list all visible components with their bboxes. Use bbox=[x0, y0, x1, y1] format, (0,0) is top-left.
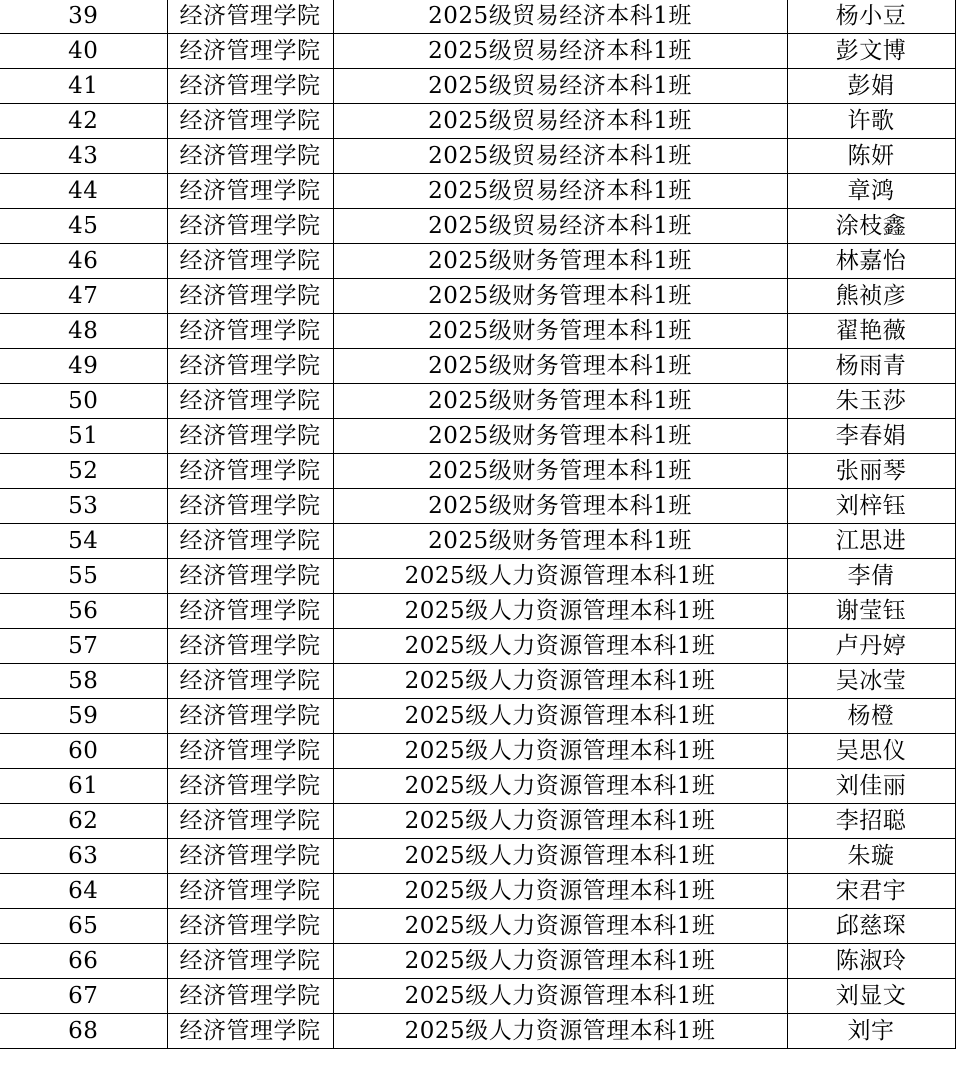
student-name-cell: 许歌 bbox=[787, 104, 955, 139]
college-cell: 经济管理学院 bbox=[167, 664, 333, 699]
college-cell: 经济管理学院 bbox=[167, 139, 333, 174]
college-cell: 经济管理学院 bbox=[167, 1014, 333, 1049]
class-cell: 2025级人力资源管理本科1班 bbox=[333, 979, 787, 1014]
table-row bbox=[0, 804, 955, 839]
college-cell: 经济管理学院 bbox=[167, 384, 333, 419]
college-cell: 经济管理学院 bbox=[167, 0, 333, 34]
row-number-cell: 63 bbox=[0, 839, 167, 874]
college-cell: 经济管理学院 bbox=[167, 454, 333, 489]
student-name-cell: 吴冰莹 bbox=[787, 664, 955, 699]
student-name-cell: 杨小豆 bbox=[787, 0, 955, 34]
class-cell: 2025级财务管理本科1班 bbox=[333, 454, 787, 489]
student-name-cell: 熊祯彦 bbox=[787, 279, 955, 314]
class-cell: 2025级财务管理本科1班 bbox=[333, 489, 787, 524]
table-row bbox=[0, 769, 955, 804]
student-name-cell: 杨雨青 bbox=[787, 349, 955, 384]
college-cell: 经济管理学院 bbox=[167, 944, 333, 979]
row-number-cell: 48 bbox=[0, 314, 167, 349]
table-row bbox=[0, 0, 955, 34]
table-row bbox=[0, 489, 955, 524]
college-cell: 经济管理学院 bbox=[167, 734, 333, 769]
class-cell: 2025级贸易经济本科1班 bbox=[333, 104, 787, 139]
college-cell: 经济管理学院 bbox=[167, 769, 333, 804]
row-number-cell: 58 bbox=[0, 664, 167, 699]
student-name-cell: 李倩 bbox=[787, 559, 955, 594]
row-number-cell: 42 bbox=[0, 104, 167, 139]
table-row bbox=[0, 944, 955, 979]
college-cell: 经济管理学院 bbox=[167, 909, 333, 944]
row-number-cell: 52 bbox=[0, 454, 167, 489]
table-row bbox=[0, 384, 955, 419]
student-name-cell: 杨橙 bbox=[787, 699, 955, 734]
table-row bbox=[0, 979, 955, 1014]
row-number-cell: 56 bbox=[0, 594, 167, 629]
student-name-cell: 陈妍 bbox=[787, 139, 955, 174]
college-cell: 经济管理学院 bbox=[167, 594, 333, 629]
row-number-cell: 49 bbox=[0, 349, 167, 384]
college-cell: 经济管理学院 bbox=[167, 804, 333, 839]
row-number-cell: 45 bbox=[0, 209, 167, 244]
table-row bbox=[0, 34, 955, 69]
row-number-cell: 40 bbox=[0, 34, 167, 69]
student-name-cell: 刘梓钰 bbox=[787, 489, 955, 524]
row-number-cell: 39 bbox=[0, 0, 167, 34]
table-row bbox=[0, 209, 955, 244]
student-name-cell: 彭娟 bbox=[787, 69, 955, 104]
row-number-cell: 50 bbox=[0, 384, 167, 419]
row-number-cell: 60 bbox=[0, 734, 167, 769]
table-row bbox=[0, 664, 955, 699]
row-number-cell: 62 bbox=[0, 804, 167, 839]
table-row bbox=[0, 1014, 955, 1049]
row-number-cell: 61 bbox=[0, 769, 167, 804]
class-cell: 2025级贸易经济本科1班 bbox=[333, 174, 787, 209]
row-number-cell: 51 bbox=[0, 419, 167, 454]
table-row bbox=[0, 244, 955, 279]
student-name-cell: 宋君宇 bbox=[787, 874, 955, 909]
class-cell: 2025级人力资源管理本科1班 bbox=[333, 769, 787, 804]
student-name-cell: 翟艳薇 bbox=[787, 314, 955, 349]
student-name-cell: 江思进 bbox=[787, 524, 955, 559]
class-cell: 2025级贸易经济本科1班 bbox=[333, 0, 787, 34]
college-cell: 经济管理学院 bbox=[167, 174, 333, 209]
row-number-cell: 68 bbox=[0, 1014, 167, 1049]
table-row bbox=[0, 629, 955, 664]
college-cell: 经济管理学院 bbox=[167, 279, 333, 314]
row-number-cell: 66 bbox=[0, 944, 167, 979]
college-cell: 经济管理学院 bbox=[167, 839, 333, 874]
student-name-cell: 刘佳丽 bbox=[787, 769, 955, 804]
class-cell: 2025级贸易经济本科1班 bbox=[333, 34, 787, 69]
college-cell: 经济管理学院 bbox=[167, 699, 333, 734]
class-cell: 2025级财务管理本科1班 bbox=[333, 279, 787, 314]
class-cell: 2025级人力资源管理本科1班 bbox=[333, 594, 787, 629]
table-row bbox=[0, 594, 955, 629]
student-name-cell: 李春娟 bbox=[787, 419, 955, 454]
student-name-cell: 张丽琴 bbox=[787, 454, 955, 489]
row-number-cell: 64 bbox=[0, 874, 167, 909]
row-number-cell: 44 bbox=[0, 174, 167, 209]
table-row bbox=[0, 874, 955, 909]
class-cell: 2025级人力资源管理本科1班 bbox=[333, 664, 787, 699]
class-cell: 2025级财务管理本科1班 bbox=[333, 244, 787, 279]
class-cell: 2025级人力资源管理本科1班 bbox=[333, 909, 787, 944]
class-cell: 2025级人力资源管理本科1班 bbox=[333, 874, 787, 909]
table-row bbox=[0, 454, 955, 489]
student-name-cell: 刘显文 bbox=[787, 979, 955, 1014]
class-cell: 2025级人力资源管理本科1班 bbox=[333, 629, 787, 664]
student-name-cell: 谢莹钰 bbox=[787, 594, 955, 629]
college-cell: 经济管理学院 bbox=[167, 419, 333, 454]
row-number-cell: 47 bbox=[0, 279, 167, 314]
student-name-cell: 陈淑玲 bbox=[787, 944, 955, 979]
student-name-cell: 朱玉莎 bbox=[787, 384, 955, 419]
table-row bbox=[0, 839, 955, 874]
table-row bbox=[0, 279, 955, 314]
row-number-cell: 65 bbox=[0, 909, 167, 944]
table-row bbox=[0, 734, 955, 769]
student-name-cell: 刘宇 bbox=[787, 1014, 955, 1049]
class-cell: 2025级财务管理本科1班 bbox=[333, 524, 787, 559]
student-name-cell: 卢丹婷 bbox=[787, 629, 955, 664]
student-name-cell: 林嘉怡 bbox=[787, 244, 955, 279]
class-cell: 2025级贸易经济本科1班 bbox=[333, 69, 787, 104]
college-cell: 经济管理学院 bbox=[167, 349, 333, 384]
class-cell: 2025级财务管理本科1班 bbox=[333, 419, 787, 454]
college-cell: 经济管理学院 bbox=[167, 979, 333, 1014]
student-name-cell: 朱璇 bbox=[787, 839, 955, 874]
class-cell: 2025级人力资源管理本科1班 bbox=[333, 839, 787, 874]
table-row bbox=[0, 69, 955, 104]
college-cell: 经济管理学院 bbox=[167, 629, 333, 664]
student-name-cell: 彭文博 bbox=[787, 34, 955, 69]
college-cell: 经济管理学院 bbox=[167, 314, 333, 349]
class-cell: 2025级人力资源管理本科1班 bbox=[333, 804, 787, 839]
class-cell: 2025级人力资源管理本科1班 bbox=[333, 944, 787, 979]
table-row bbox=[0, 699, 955, 734]
student-name-cell: 章鸿 bbox=[787, 174, 955, 209]
class-cell: 2025级财务管理本科1班 bbox=[333, 314, 787, 349]
table-row bbox=[0, 139, 955, 174]
row-number-cell: 54 bbox=[0, 524, 167, 559]
table-row bbox=[0, 524, 955, 559]
class-cell: 2025级人力资源管理本科1班 bbox=[333, 1014, 787, 1049]
college-cell: 经济管理学院 bbox=[167, 489, 333, 524]
row-number-cell: 41 bbox=[0, 69, 167, 104]
college-cell: 经济管理学院 bbox=[167, 209, 333, 244]
table-row bbox=[0, 909, 955, 944]
student-name-cell: 邱慈琛 bbox=[787, 909, 955, 944]
college-cell: 经济管理学院 bbox=[167, 244, 333, 279]
college-cell: 经济管理学院 bbox=[167, 524, 333, 559]
class-cell: 2025级人力资源管理本科1班 bbox=[333, 734, 787, 769]
row-number-cell: 53 bbox=[0, 489, 167, 524]
table-row bbox=[0, 559, 955, 594]
table-row bbox=[0, 419, 955, 454]
row-number-cell: 57 bbox=[0, 629, 167, 664]
student-name-cell: 吴思仪 bbox=[787, 734, 955, 769]
college-cell: 经济管理学院 bbox=[167, 104, 333, 139]
table-row bbox=[0, 174, 955, 209]
row-number-cell: 55 bbox=[0, 559, 167, 594]
class-cell: 2025级财务管理本科1班 bbox=[333, 349, 787, 384]
row-number-cell: 59 bbox=[0, 699, 167, 734]
student-name-cell: 李招聪 bbox=[787, 804, 955, 839]
table-row bbox=[0, 349, 955, 384]
class-cell: 2025级人力资源管理本科1班 bbox=[333, 699, 787, 734]
college-cell: 经济管理学院 bbox=[167, 559, 333, 594]
college-cell: 经济管理学院 bbox=[167, 874, 333, 909]
row-number-cell: 43 bbox=[0, 139, 167, 174]
college-cell: 经济管理学院 bbox=[167, 34, 333, 69]
table-row bbox=[0, 104, 955, 139]
class-cell: 2025级财务管理本科1班 bbox=[333, 384, 787, 419]
row-number-cell: 67 bbox=[0, 979, 167, 1014]
student-name-cell: 涂枝鑫 bbox=[787, 209, 955, 244]
table-row bbox=[0, 314, 955, 349]
college-cell: 经济管理学院 bbox=[167, 69, 333, 104]
class-cell: 2025级贸易经济本科1班 bbox=[333, 139, 787, 174]
row-number-cell: 46 bbox=[0, 244, 167, 279]
class-cell: 2025级贸易经济本科1班 bbox=[333, 209, 787, 244]
class-cell: 2025级人力资源管理本科1班 bbox=[333, 559, 787, 594]
